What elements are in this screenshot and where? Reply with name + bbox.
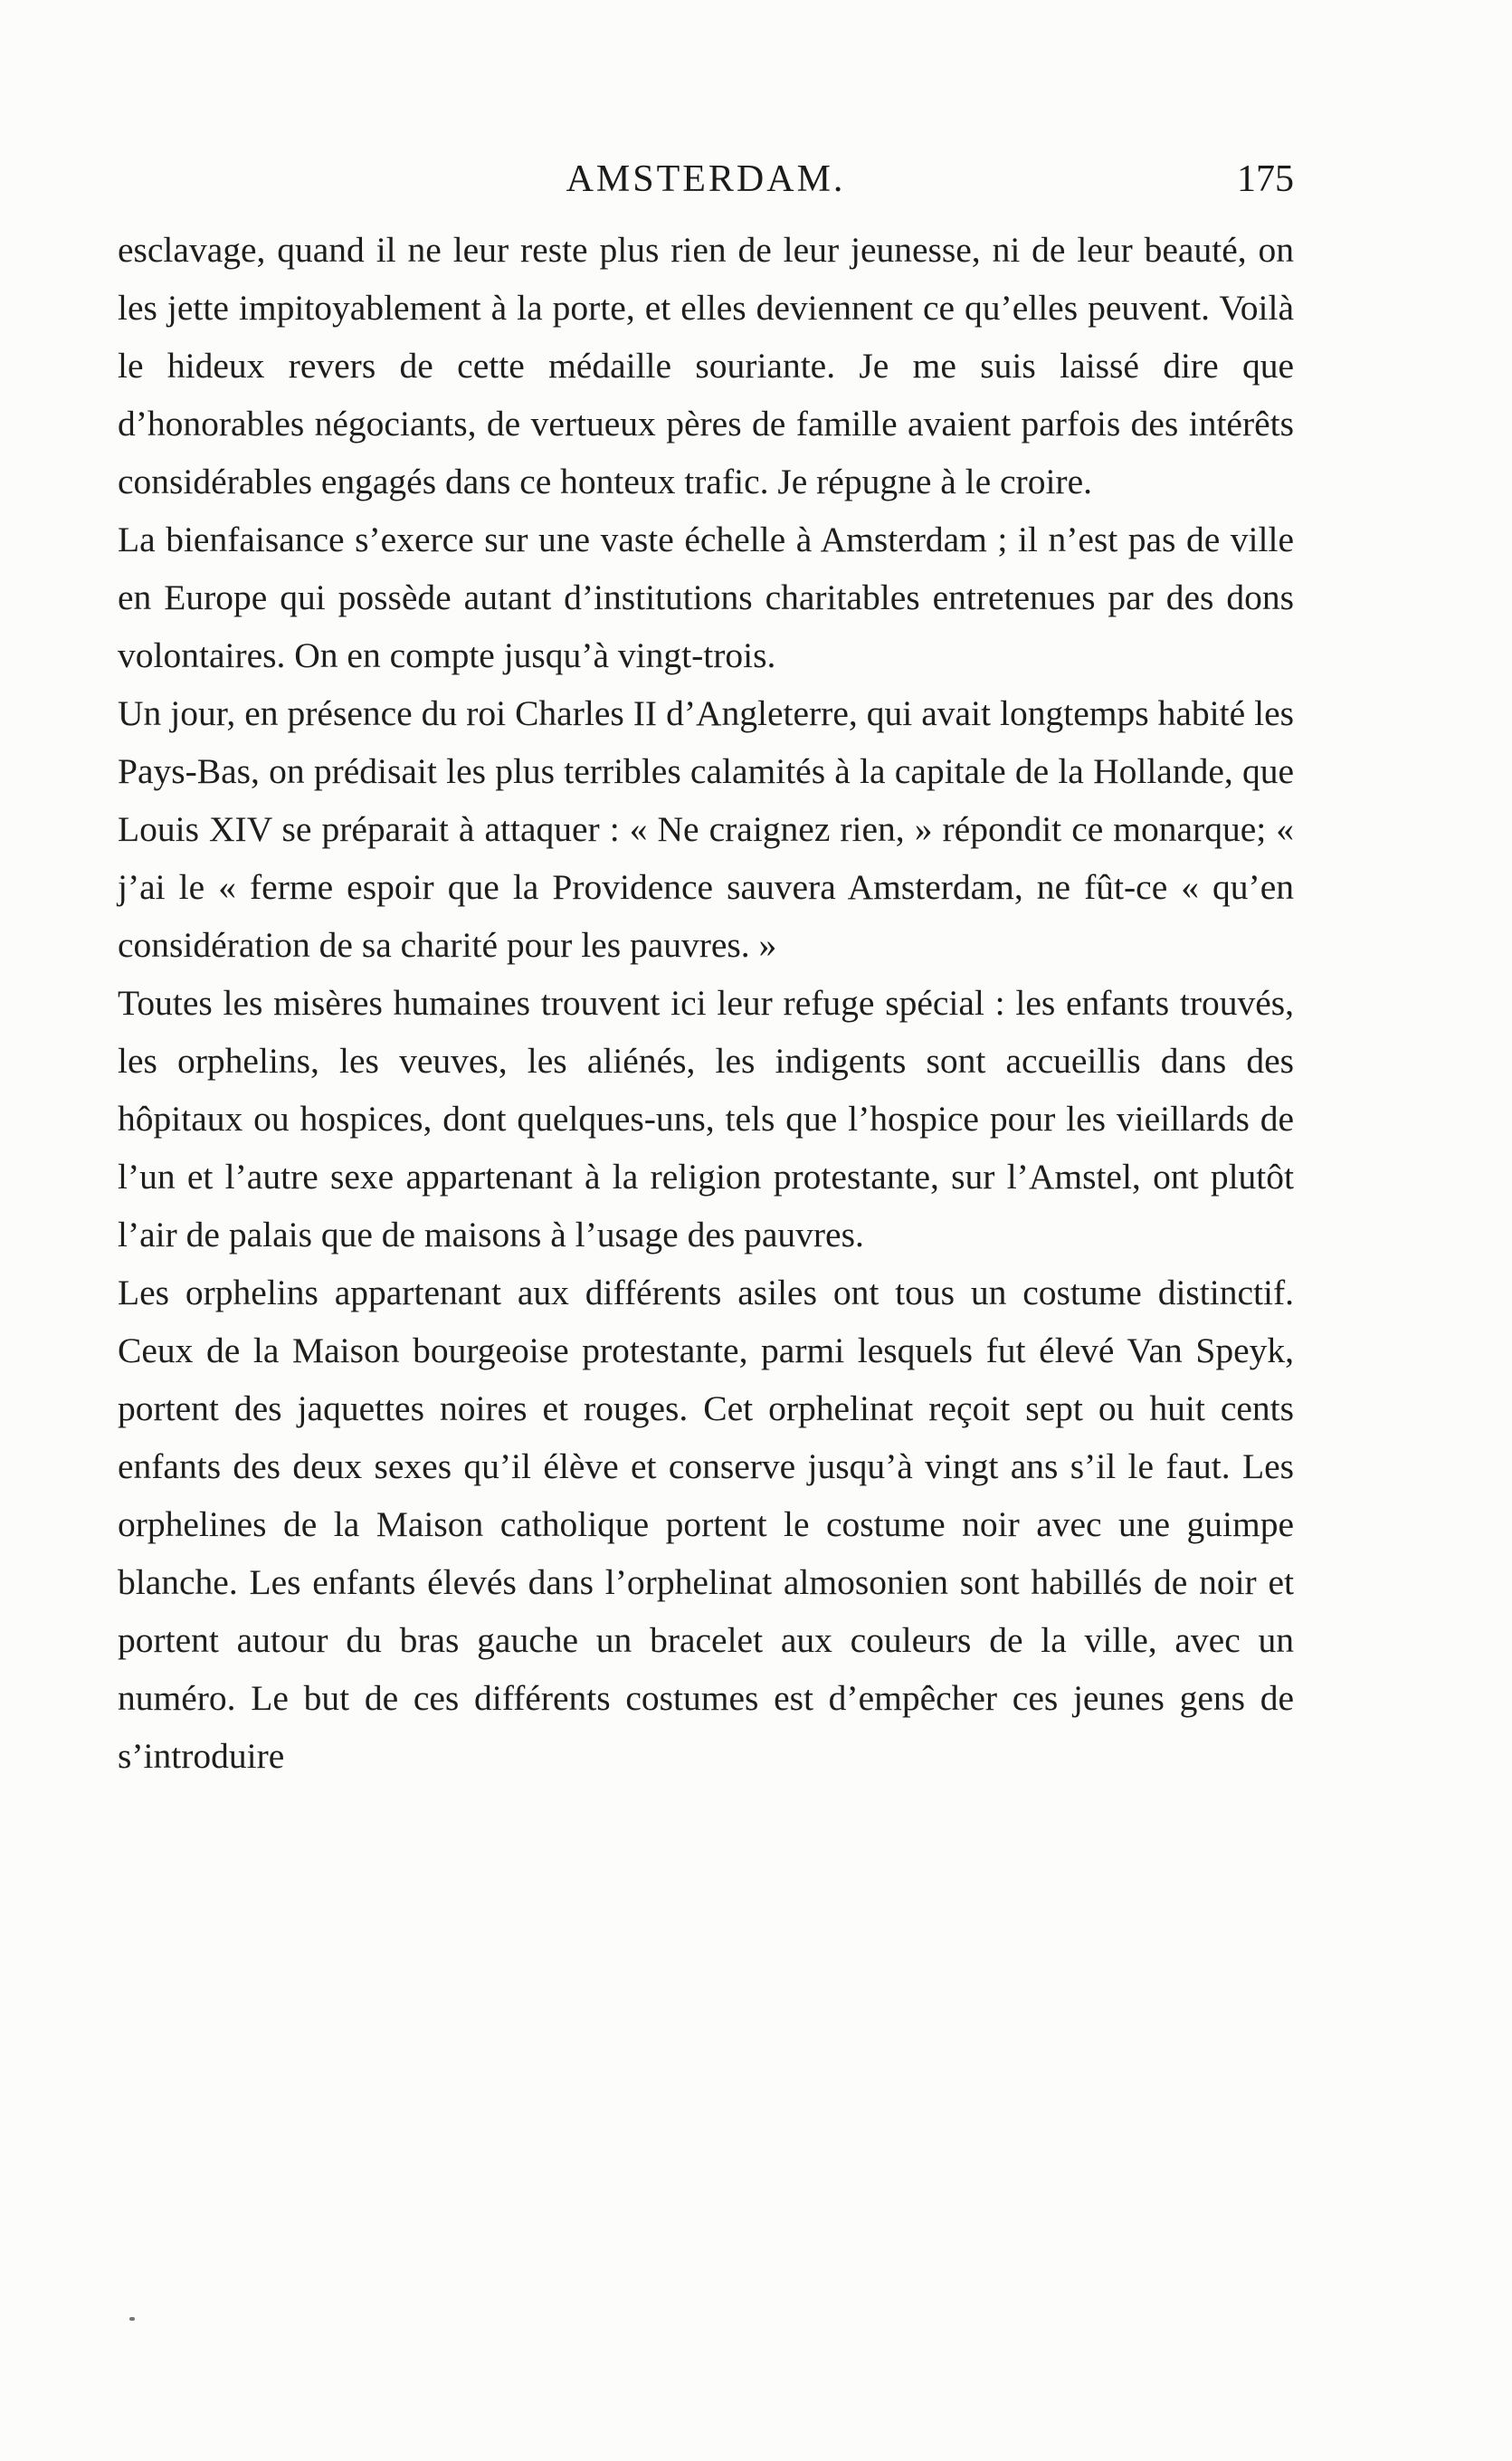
body-text [118,221,1294,1785]
running-title: AMSTERDAM. [566,158,846,200]
page-number: 175 [1237,158,1294,200]
paragraph: Un jour, en présence du roi Charles II d’Angleterre, qui avait longtemps habité les Pays-Bas, on prédisait les plus terribles calamités à la capitale de la Hollande, que Louis XIV se préparait à attaquer : « Ne craignez rien, » répondit ce monarque; « j’ai le « ferme espoir que la Providence sauvera Amsterdam, ne fût-ce « qu’en considération de sa charité pour les pauvres. » [118,693,1294,965]
paragraph: Les orphelins appartenant aux différents asiles ont tous un costume distinctif. Ceux de la Maison bourgeoise protestante, parmi lesquels fut élevé Van Speyk, portent des jaquettes noires et rouges. Cet orphelinat reçoit sept ou huit cents enfants des deux sexes qu’il élève et conserve jusqu’à vingt ans s’il le faut. Les orphelines de la Maison catholique portent le costume noir avec une guimpe blanche. Les enfants élevés dans l’orphelinat almosonien sont habillés de noir et portent autour du bras gauche un bracelet aux couleurs de la ville, avec un numéro. Le but de ces différents costumes est d’empêcher ces jeunes gens de s’introduire [118,1273,1294,1776]
paragraph: La bienfaisance s’exerce sur une vaste échelle à Amsterdam ; il n’est pas de ville en Europe qui possède autant d’institutions charitables entretenues par des dons volontaires. On en compte jusqu’à vingt-trois. [118,520,1294,675]
paragraph: esclavage, quand il ne leur reste plus rien de leur jeunesse, ni de leur beauté, on les jette impitoyablement à la porte, et elles deviennent ce qu’elles peuvent. Voilà le hideux revers de cette médaille souriante. Je me suis laissé dire que d’honorables négociants, de vertueux pères de famille avaient parfois des intérêts considérables engagés dans ce honteux trafic. Je répugne à le croire. [118,230,1294,501]
paragraph: Toutes les misères humaines trouvent ici leur refuge spécial : les enfants trouvés, les orphelins, les veuves, les aliénés, les indigents sont accueillis dans des hôpitaux ou hospices, dont quelques-uns, tels que l’hospice pour les vieillards de l’un et l’autre sexe appartenant à la religion protestante, sur l’Amstel, ont plutôt l’air de palais que de maisons à l’usage des pauvres. [118,983,1294,1254]
page-header [118,152,1294,206]
ink-speck [129,2317,135,2321]
